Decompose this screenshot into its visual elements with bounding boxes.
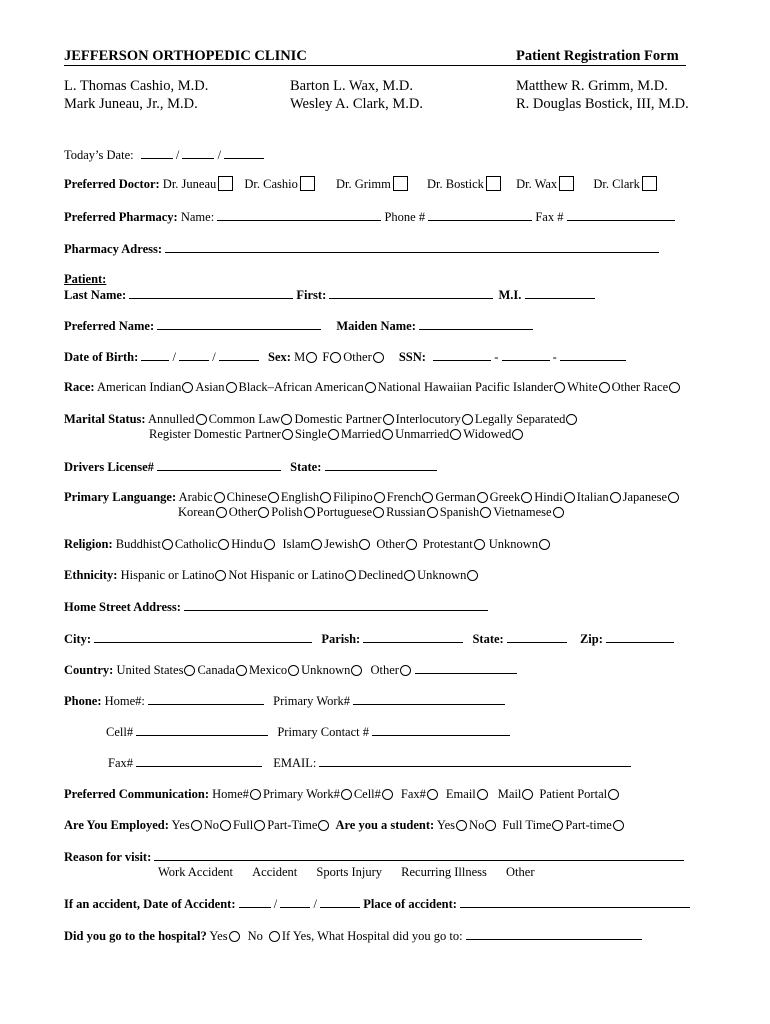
hospital-option-label: No <box>247 929 263 943</box>
language-option-label: Other <box>228 505 258 519</box>
parish-field[interactable] <box>363 630 463 643</box>
religion-option-label: Hindu <box>231 537 263 551</box>
sex-option-label: M <box>294 350 306 364</box>
language-option-label: Japanese <box>622 490 668 504</box>
maiden-name-field[interactable] <box>419 317 533 330</box>
radio-language[interactable] <box>610 492 621 503</box>
radio-country[interactable] <box>400 665 411 676</box>
checkbox-clark[interactable] <box>642 176 657 191</box>
language-option-label: Filipino <box>333 490 373 504</box>
radio-employed[interactable] <box>191 820 202 831</box>
marital-option-label: Domestic Partner <box>294 412 382 426</box>
radio-language[interactable] <box>268 492 279 503</box>
first-name-label: First: <box>296 288 327 302</box>
marital-option-label: Common Law <box>208 412 281 426</box>
checkbox-cashio[interactable] <box>300 176 315 191</box>
preferred-doctor-row <box>64 176 665 192</box>
country-option-label: Canada <box>197 663 235 677</box>
form-title: Patient Registration Form <box>484 47 686 66</box>
pharmacy-label: Preferred Pharmacy: <box>64 210 178 224</box>
doctor-name: Wesley A. Clark, M.D. <box>290 96 423 112</box>
home-phone-field[interactable] <box>148 692 264 705</box>
todays-date-label: Today’s Date: <box>64 148 134 162</box>
radio-country[interactable] <box>236 665 247 676</box>
contact-field[interactable] <box>372 723 510 736</box>
doctor-name: Mark Juneau, Jr., M.D. <box>64 96 198 112</box>
doctor-option-label: Dr. Wax <box>516 177 558 191</box>
religion-option-label: Unknown <box>488 537 539 551</box>
employed-option-label: Yes <box>171 818 190 832</box>
employed-option-label: No <box>203 818 220 832</box>
religion-option-label: Jewish <box>324 537 359 551</box>
visit-field[interactable] <box>154 848 684 861</box>
doctor-option-label: Dr. Cashio <box>244 177 298 191</box>
radio-ethnicity[interactable] <box>467 570 478 581</box>
doctor-name: L. Thomas Cashio, M.D. <box>64 78 209 94</box>
religion-label: Religion: <box>64 537 113 551</box>
country-label: Country: <box>64 663 114 677</box>
license-field[interactable] <box>157 458 281 471</box>
country-other-field[interactable] <box>415 661 517 674</box>
communication-option-label: Email <box>445 787 476 801</box>
checkbox-wax[interactable] <box>559 176 574 191</box>
ssn-part1-field[interactable] <box>433 348 491 361</box>
radio-sex-f[interactable] <box>330 352 341 363</box>
checkbox-juneau[interactable] <box>218 176 233 191</box>
license-state-label: State: <box>290 460 322 474</box>
visit-row <box>64 848 684 865</box>
radio-communication[interactable] <box>382 789 393 800</box>
radio-language[interactable] <box>304 507 315 518</box>
communication-label: Preferred Communication: <box>64 787 209 801</box>
radio-marital[interactable] <box>282 429 293 440</box>
language-label: Primary Languange: <box>64 490 177 504</box>
pharmacy-address-field[interactable] <box>165 240 659 253</box>
radio-religion[interactable] <box>218 539 229 550</box>
accident-date-label: If an accident, Date of Accident: <box>64 897 236 911</box>
radio-race[interactable] <box>599 382 610 393</box>
radio-marital[interactable] <box>281 414 292 425</box>
language-option-label: Arabic <box>178 490 213 504</box>
preferred-name-field[interactable] <box>157 317 321 330</box>
radio-hospital[interactable] <box>229 931 240 942</box>
phone-label: Phone: <box>64 694 102 708</box>
sex-option-label: Other <box>343 350 372 364</box>
radio-language[interactable] <box>214 492 225 503</box>
preferred-name-label: Preferred Name: <box>64 319 155 333</box>
first-name-field[interactable] <box>329 286 493 299</box>
doctor-option-label: Dr. Bostick <box>426 177 484 191</box>
cell-field[interactable] <box>136 723 268 736</box>
dob-label: Date of Birth: <box>64 350 139 364</box>
radio-religion[interactable] <box>264 539 275 550</box>
radio-language[interactable] <box>477 492 488 503</box>
todays-date-row: Today’s Date: / / <box>64 146 264 163</box>
checkbox-grimm[interactable] <box>393 176 408 191</box>
visit-option[interactable]: Recurring Illness <box>401 865 487 879</box>
radio-marital[interactable] <box>196 414 207 425</box>
language-option-label: Korean <box>178 505 215 519</box>
doctor-name: Barton L. Wax, M.D. <box>290 78 414 94</box>
marital-option-label: Married <box>340 427 382 441</box>
radio-employed[interactable] <box>254 820 265 831</box>
marital-option-label: Annulled <box>148 412 195 426</box>
sex-option-label: F <box>322 350 330 364</box>
state-label: State: <box>472 632 504 646</box>
work-phone-label: Primary Work# <box>273 694 351 708</box>
pharmacy-name-label: Name: <box>180 210 215 224</box>
language-option-label: English <box>280 490 320 504</box>
dob-month-field[interactable] <box>141 348 169 361</box>
religion-option-label: Catholic <box>174 537 218 551</box>
student-option-label: Full Time <box>502 818 552 832</box>
last-name-field[interactable] <box>129 286 293 299</box>
communication-option-label: Primary Work# <box>262 787 340 801</box>
language-option-label: Vietnamese <box>493 505 552 519</box>
radio-communication[interactable] <box>522 789 533 800</box>
doctor-option-label: Dr. Clark <box>593 177 640 191</box>
radio-ethnicity[interactable] <box>345 570 356 581</box>
religion-option-label: Other <box>376 537 405 551</box>
language-option-label: German <box>435 490 476 504</box>
home-address-label: Home Street Address: <box>64 600 181 614</box>
city-row <box>64 630 674 647</box>
radio-sex-other[interactable] <box>373 352 384 363</box>
communication-option-label: Home# <box>212 787 249 801</box>
pharmacy-phone-label: Phone # <box>384 210 426 224</box>
city-field[interactable] <box>94 630 312 643</box>
communication-row <box>64 786 621 802</box>
date-month-field[interactable] <box>141 146 173 159</box>
race-option-label: White <box>567 380 598 394</box>
pharmacy-address-label: Pharmacy Adress: <box>64 242 163 256</box>
ethnicity-option-label: Hispanic or Latino <box>120 568 215 582</box>
accident-day-field[interactable] <box>280 895 310 908</box>
radio-student[interactable] <box>456 820 467 831</box>
date-year-field[interactable] <box>224 146 264 159</box>
radio-religion[interactable] <box>162 539 173 550</box>
religion-option-label: Protestant <box>422 537 473 551</box>
hospital-which-label: If Yes, What Hospital did you go to: <box>281 929 463 943</box>
radio-language[interactable] <box>216 507 227 518</box>
country-option-label: Unknown <box>301 663 351 677</box>
preferred-doctor-label: Preferred Doctor: <box>64 177 160 191</box>
radio-country[interactable] <box>351 665 362 676</box>
radio-student[interactable] <box>485 820 496 831</box>
language-option-label: Polish <box>271 505 303 519</box>
accident-month-field[interactable] <box>239 895 271 908</box>
student-option-label: Part-time <box>565 818 612 832</box>
radio-marital[interactable] <box>512 429 523 440</box>
patient-name-row <box>64 286 595 303</box>
language-option-label: Chinese <box>226 490 267 504</box>
language-row <box>64 489 681 505</box>
work-phone-field[interactable] <box>353 692 505 705</box>
accident-year-field[interactable] <box>320 895 360 908</box>
doctor-name: Matthew R. Grimm, M.D. <box>516 78 668 94</box>
visit-option[interactable]: Other <box>506 865 535 879</box>
pharmacy-name-field[interactable] <box>217 208 381 221</box>
radio-communication[interactable] <box>477 789 488 800</box>
communication-option-label: Cell# <box>353 787 381 801</box>
cell-label: Cell# <box>106 725 134 739</box>
radio-language[interactable] <box>320 492 331 503</box>
visit-option[interactable]: Work Accident <box>158 865 234 879</box>
radio-religion[interactable] <box>474 539 485 550</box>
email-label: EMAIL: <box>273 756 317 770</box>
language-option-label: Hindi <box>534 490 563 504</box>
radio-language[interactable] <box>553 507 564 518</box>
mi-field[interactable] <box>525 286 595 299</box>
radio-student[interactable] <box>613 820 624 831</box>
marital-option-label: Register Domestic Partner <box>149 427 281 441</box>
religion-option-label: Buddhist <box>115 537 161 551</box>
email-field[interactable] <box>319 754 631 767</box>
radio-language[interactable] <box>258 507 269 518</box>
radio-language[interactable] <box>480 507 491 518</box>
pharmacy-fax-field[interactable] <box>567 208 675 221</box>
fax-field[interactable] <box>136 754 262 767</box>
employed-label: Are You Employed: <box>64 818 169 832</box>
student-option-label: No <box>469 818 485 832</box>
student-option-label: Yes <box>436 818 456 832</box>
radio-marital[interactable] <box>566 414 577 425</box>
ethnicity-option-label: Unknown <box>417 568 467 582</box>
radio-ethnicity[interactable] <box>404 570 415 581</box>
country-option-label: Mexico <box>248 663 288 677</box>
radio-sex-m[interactable] <box>306 352 317 363</box>
race-option-label: Other Race <box>611 380 669 394</box>
race-option-label: Black–African American <box>238 380 364 394</box>
student-label: Are you a student: <box>335 818 435 832</box>
radio-ethnicity[interactable] <box>215 570 226 581</box>
doctor-option-label: Dr. Grimm <box>336 177 391 191</box>
pharmacy-address-row <box>64 240 659 257</box>
visit-option[interactable]: Accident <box>252 865 298 879</box>
city-label: City: <box>64 632 92 646</box>
radio-country[interactable] <box>184 665 195 676</box>
employed-option-label: Full <box>233 818 254 832</box>
marital-option-label: Unmarried <box>395 427 450 441</box>
phone-row <box>64 692 505 709</box>
marital-row-2 <box>149 426 525 442</box>
date-day-field[interactable] <box>182 146 214 159</box>
radio-religion[interactable] <box>406 539 417 550</box>
radio-language[interactable] <box>422 492 433 503</box>
patient-heading: Patient: <box>64 272 107 286</box>
country-row <box>64 661 517 678</box>
radio-employed[interactable] <box>220 820 231 831</box>
radio-race[interactable] <box>554 382 565 393</box>
zip-label: Zip: <box>579 632 603 646</box>
visit-option[interactable]: Sports Injury <box>316 865 383 879</box>
radio-race[interactable] <box>226 382 237 393</box>
state-field[interactable] <box>507 630 567 643</box>
radio-religion[interactable] <box>539 539 550 550</box>
radio-employed[interactable] <box>318 820 329 831</box>
language-option-label: Portuguese <box>316 505 373 519</box>
zip-field[interactable] <box>606 630 674 643</box>
radio-country[interactable] <box>288 665 299 676</box>
communication-option-label: Mail <box>497 787 522 801</box>
language-option-label: Greek <box>489 490 521 504</box>
checkbox-bostick[interactable] <box>486 176 501 191</box>
religion-option-label: Islam <box>282 537 311 551</box>
radio-religion[interactable] <box>359 539 370 550</box>
marital-option-label: Interlocutory <box>395 412 461 426</box>
communication-option-label: Patient Portal <box>539 787 608 801</box>
clinic-name: JEFFERSON ORTHOPEDIC CLINIC <box>64 47 484 66</box>
radio-marital[interactable] <box>382 429 393 440</box>
country-option-label: Other <box>370 663 399 677</box>
license-state-field[interactable] <box>325 458 437 471</box>
dob-year-field[interactable] <box>219 348 259 361</box>
radio-communication[interactable] <box>608 789 619 800</box>
country-option-label: United States <box>116 663 184 677</box>
ethnicity-label: Ethnicity: <box>64 568 118 582</box>
hospital-which-field[interactable] <box>466 927 642 940</box>
pharmacy-row <box>64 208 675 225</box>
cell-row <box>106 723 510 740</box>
radio-student[interactable] <box>552 820 563 831</box>
license-row <box>64 458 437 475</box>
marital-label: Marital Status: <box>64 412 146 426</box>
language-option-label: Spanish <box>439 505 480 519</box>
ssn-label: SSN: <box>398 350 426 364</box>
radio-communication[interactable] <box>341 789 352 800</box>
dob-day-field[interactable] <box>179 348 209 361</box>
doctor-option-label: Dr. Juneau <box>162 177 217 191</box>
employed-option-label: Part-Time <box>267 818 318 832</box>
radio-language[interactable] <box>373 507 384 518</box>
radio-language[interactable] <box>668 492 679 503</box>
license-label: Drivers License# <box>64 460 154 474</box>
preferred-name-row <box>64 317 533 334</box>
radio-communication[interactable] <box>250 789 261 800</box>
contact-label: Primary Contact # <box>277 725 369 739</box>
marital-option-label: Widowed <box>463 427 512 441</box>
ethnicity-option-label: Not Hispanic or Latino <box>228 568 344 582</box>
race-label: Race: <box>64 380 95 394</box>
pharmacy-fax-label: Fax # <box>535 210 564 224</box>
ssn-part2-field[interactable] <box>502 348 550 361</box>
marital-option-label: Single <box>294 427 327 441</box>
language-option-label: Russian <box>386 505 426 519</box>
radio-religion[interactable] <box>311 539 322 550</box>
home-phone-label: Home#: <box>104 694 145 708</box>
race-row <box>64 379 682 395</box>
ethnicity-row <box>64 567 480 583</box>
accident-place-label: Place of accident: <box>363 897 457 911</box>
marital-option-label: Legally Separated <box>474 412 566 426</box>
fax-label: Fax# <box>108 756 133 770</box>
fax-email-row <box>108 754 631 771</box>
employment-row <box>64 817 626 833</box>
sex-label: Sex: <box>268 350 291 364</box>
race-option-label: National Hawaiian Pacific Islander <box>377 380 554 394</box>
dob-row: Date of Birth: / / Sex: M F Other SSN: - - <box>64 348 626 365</box>
radio-race[interactable] <box>182 382 193 393</box>
radio-language[interactable] <box>564 492 575 503</box>
radio-language[interactable] <box>427 507 438 518</box>
parish-label: Parish: <box>321 632 361 646</box>
doctor-name: R. Douglas Bostick, III, M.D. <box>516 96 689 112</box>
ethnicity-option-label: Declined <box>357 568 404 582</box>
hospital-label: Did you go to the hospital? <box>64 929 207 943</box>
home-address-row <box>64 598 488 615</box>
radio-race[interactable] <box>669 382 680 393</box>
religion-row <box>64 536 552 552</box>
radio-marital[interactable] <box>383 414 394 425</box>
race-option-label: Asian <box>195 380 225 394</box>
language-option-label: Italian <box>576 490 609 504</box>
hospital-row <box>64 927 642 944</box>
communication-option-label: Fax# <box>400 787 426 801</box>
language-row-2 <box>178 504 566 520</box>
visit-options-row <box>158 864 534 880</box>
radio-marital[interactable] <box>328 429 339 440</box>
radio-hospital[interactable] <box>269 931 280 942</box>
last-name-label: Last Name: <box>64 288 127 302</box>
radio-language[interactable] <box>374 492 385 503</box>
radio-marital[interactable] <box>450 429 461 440</box>
accident-place-field[interactable] <box>460 895 690 908</box>
maiden-name-label: Maiden Name: <box>336 319 416 333</box>
race-option-label: American Indian <box>96 380 182 394</box>
language-option-label: French <box>386 490 422 504</box>
ssn-part3-field[interactable] <box>560 348 626 361</box>
radio-marital[interactable] <box>462 414 473 425</box>
visit-label: Reason for visit: <box>64 850 152 864</box>
home-address-field[interactable] <box>184 598 488 611</box>
hospital-option-label: Yes <box>209 929 228 943</box>
radio-race[interactable] <box>365 382 376 393</box>
pharmacy-phone-field[interactable] <box>428 208 532 221</box>
mi-label: M.I. <box>498 288 522 302</box>
marital-row <box>64 411 579 427</box>
accident-row: If an accident, Date of Accident: / / Place of accident: <box>64 895 690 912</box>
radio-communication[interactable] <box>427 789 438 800</box>
radio-language[interactable] <box>521 492 532 503</box>
